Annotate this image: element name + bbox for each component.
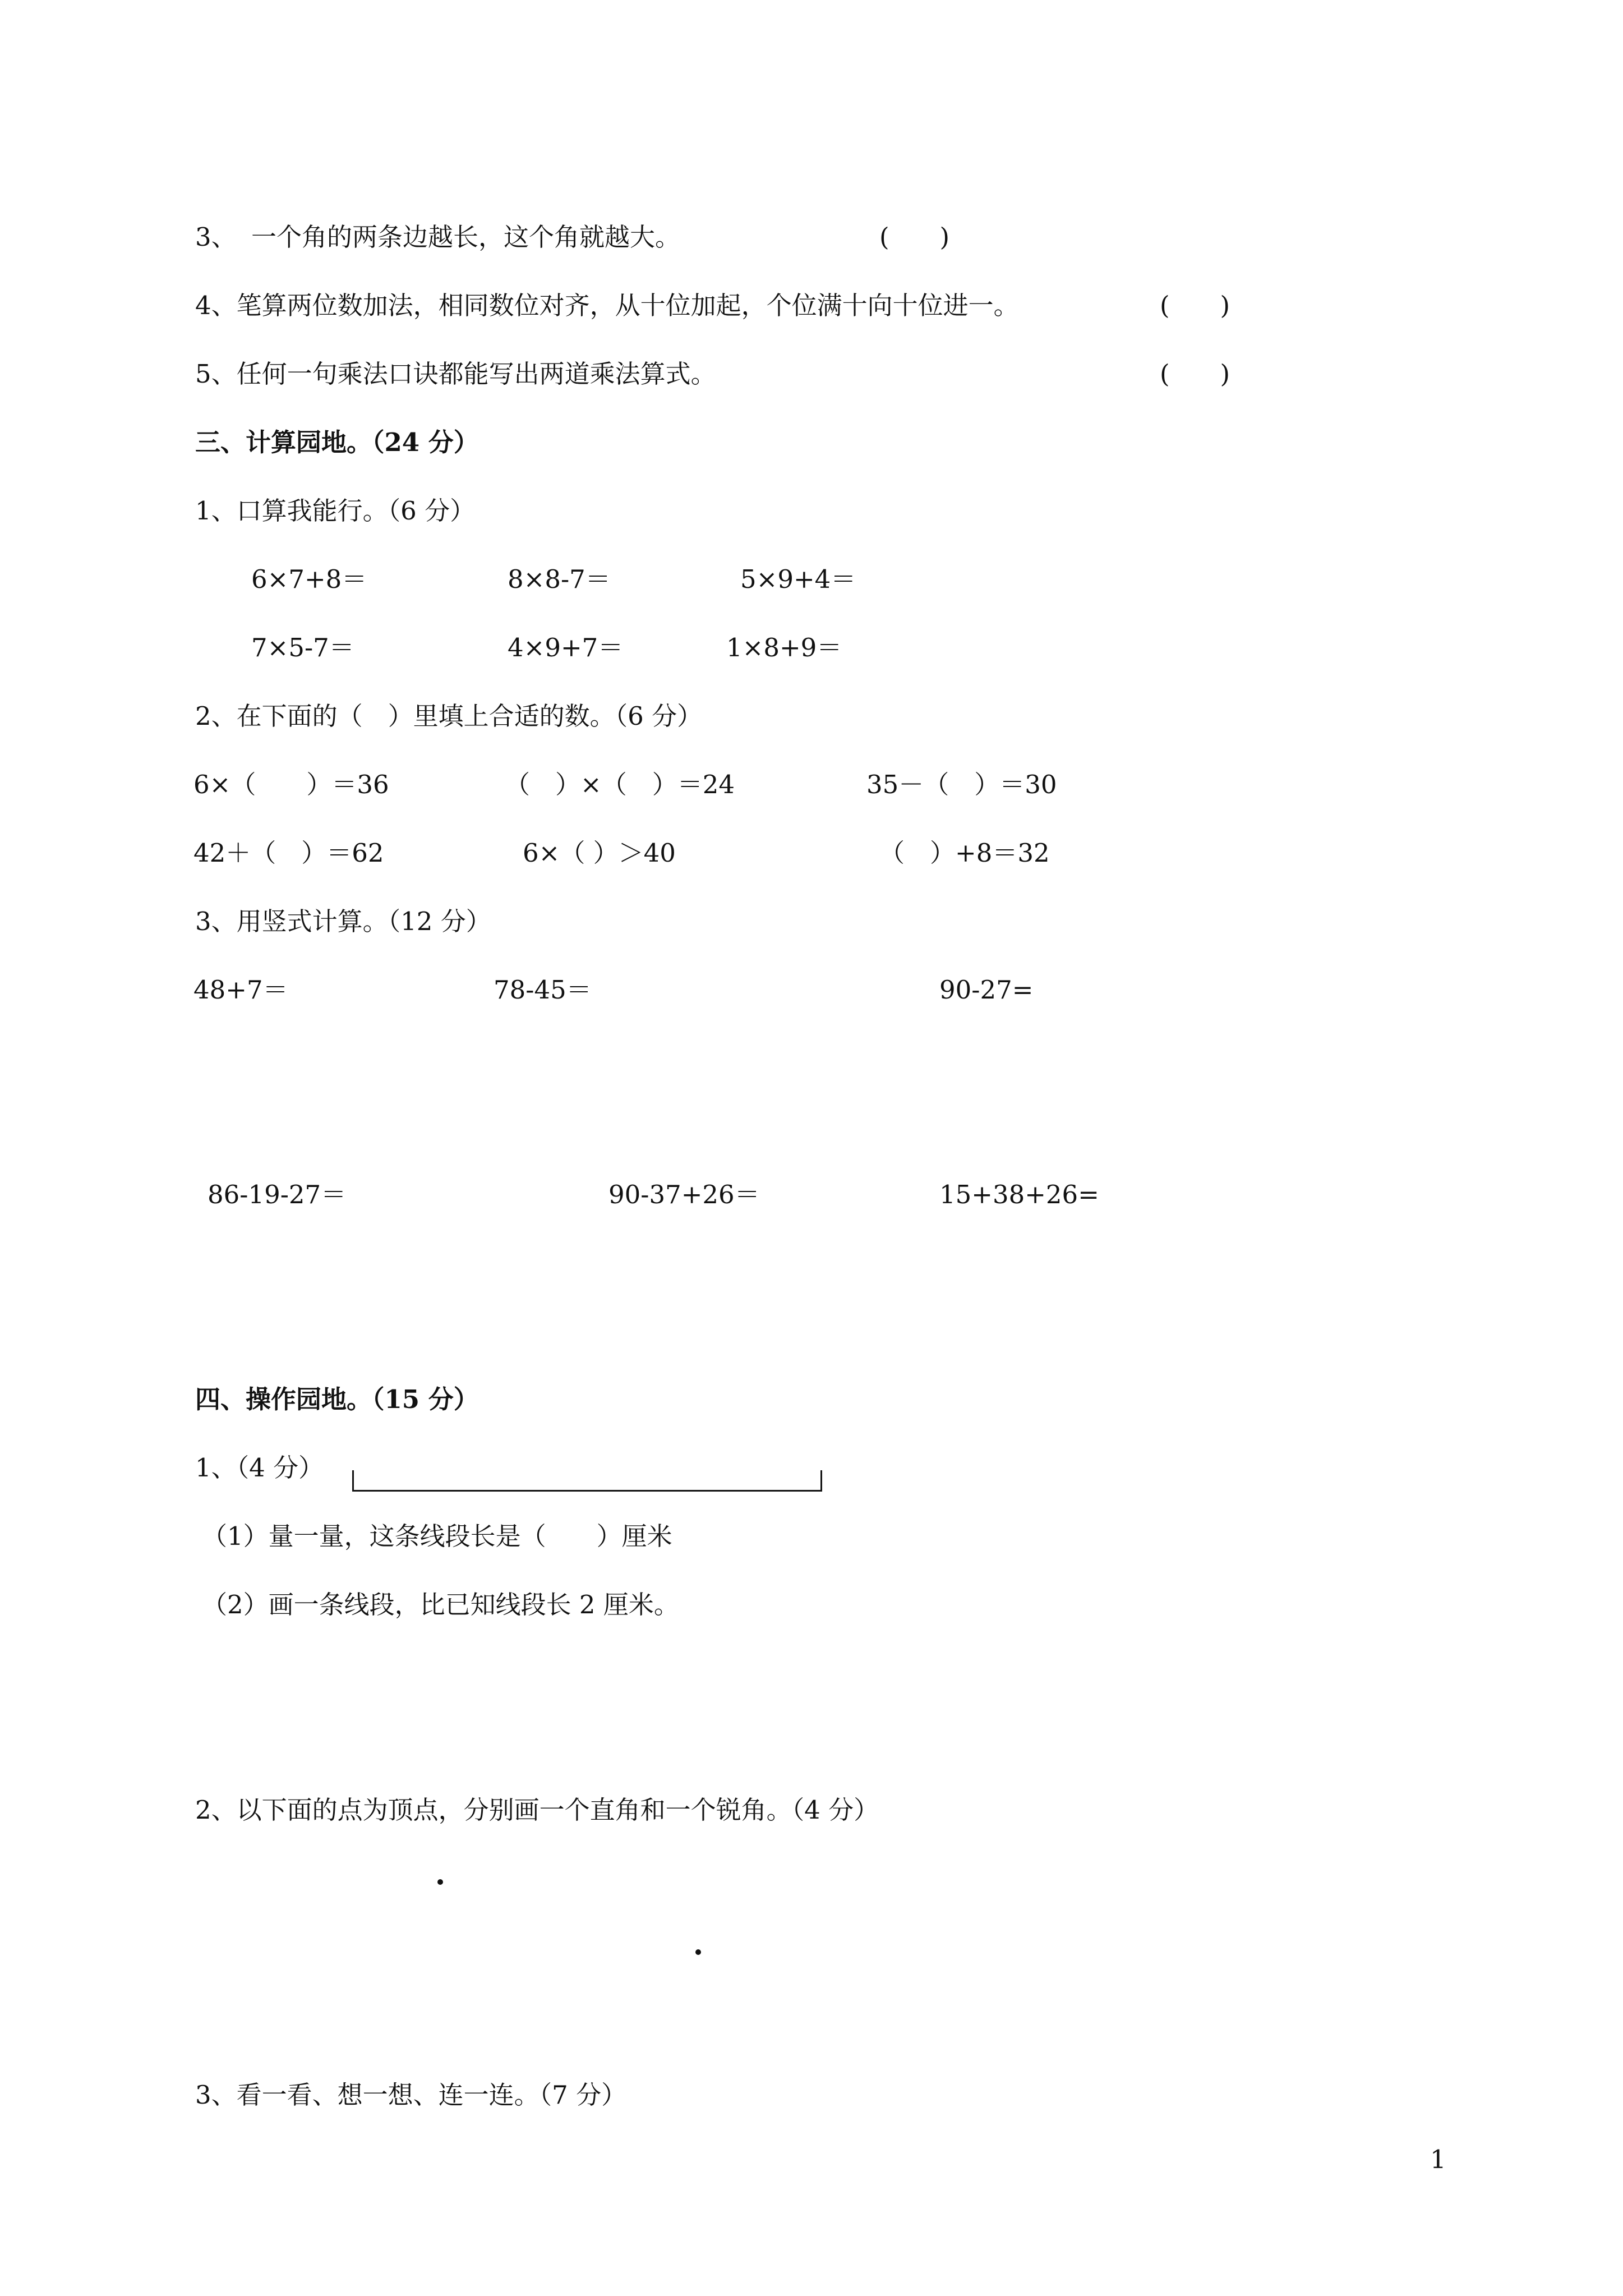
section4-part1-label: 1、（4 分） — [195, 1453, 324, 1483]
section3-part2-title: 2、在下面的（ ）里填上合适的数。（6 分） — [195, 701, 703, 731]
section3-heading: 三、计算园地。（24 分） — [195, 427, 479, 457]
line-segment-left-end — [352, 1470, 354, 1492]
vertex-point — [437, 1879, 443, 1885]
fill-blank-item: （ ）+8＝32 — [879, 838, 1050, 868]
section4-part3-title: 3、看一看、想一想、连一连。（7 分） — [195, 2080, 627, 2110]
vertical-calc-item: 90-37+26＝ — [608, 1180, 760, 1209]
vertex-point — [695, 1949, 701, 1955]
section3-part1-title: 1、口算我能行。（6 分） — [195, 496, 476, 526]
fill-blank-item: （ ）×（ ）＝24 — [505, 770, 735, 799]
vertical-calc-item: 78-45＝ — [494, 975, 592, 1005]
section3-part3-title: 3、用竖式计算。（12 分） — [195, 907, 491, 936]
fill-blank-item: 35－（ ）＝30 — [866, 770, 1057, 799]
page-number: 1 — [1430, 2145, 1446, 2174]
mental-calc-item: 6×7+8＝ — [251, 564, 367, 594]
line-segment-right-end — [820, 1470, 822, 1492]
judge-q5-text: 5、任何一句乘法口诀都能写出两道乘法算式。 — [195, 359, 716, 389]
fill-blank-item: 6×（ ）＝36 — [193, 770, 389, 799]
section4-part2-title: 2、以下面的点为顶点，分别画一个直角和一个锐角。（4 分） — [195, 1795, 879, 1825]
judge-q4-answer-paren: ( ) — [1160, 291, 1230, 320]
mental-calc-item: 8×8-7＝ — [508, 564, 611, 594]
vertical-calc-item: 86-19-27＝ — [208, 1180, 347, 1209]
fill-blank-item: 6×（ ）＞40 — [523, 838, 676, 868]
mental-calc-item: 1×8+9＝ — [726, 633, 842, 662]
section4-heading: 四、操作园地。（15 分） — [195, 1384, 479, 1414]
section4-part1-sub1: （1）量一量，这条线段长是（ ）厘米 — [202, 1521, 672, 1551]
judge-q5-answer-paren: ( ) — [1160, 359, 1230, 389]
fill-blank-item: 42＋（ ）＝62 — [193, 838, 384, 868]
mental-calc-item: 7×5-7＝ — [251, 633, 354, 662]
judge-q3-text: 一个角的两条边越长，这个角就越大。 — [251, 222, 681, 252]
judge-q3-number: 3、 — [195, 222, 237, 252]
judge-q4-text: 4、笔算两位数加法，相同数位对齐，从十位加起，个位满十向十位进一。 — [195, 291, 1019, 320]
mental-calc-item: 4×9+7＝ — [508, 633, 624, 662]
vertical-calc-item: 48+7＝ — [193, 975, 288, 1005]
line-segment — [352, 1466, 822, 1492]
section4-part1-sub2: （2）画一条线段，比已知线段长 2 厘米。 — [202, 1590, 679, 1619]
vertical-calc-item: 15+38+26= — [939, 1180, 1099, 1209]
vertical-calc-item: 90-27= — [939, 975, 1034, 1005]
judge-q3-answer-paren: ( ) — [879, 222, 950, 252]
line-segment-body — [352, 1490, 822, 1492]
mental-calc-item: 5×9+4＝ — [740, 564, 856, 594]
